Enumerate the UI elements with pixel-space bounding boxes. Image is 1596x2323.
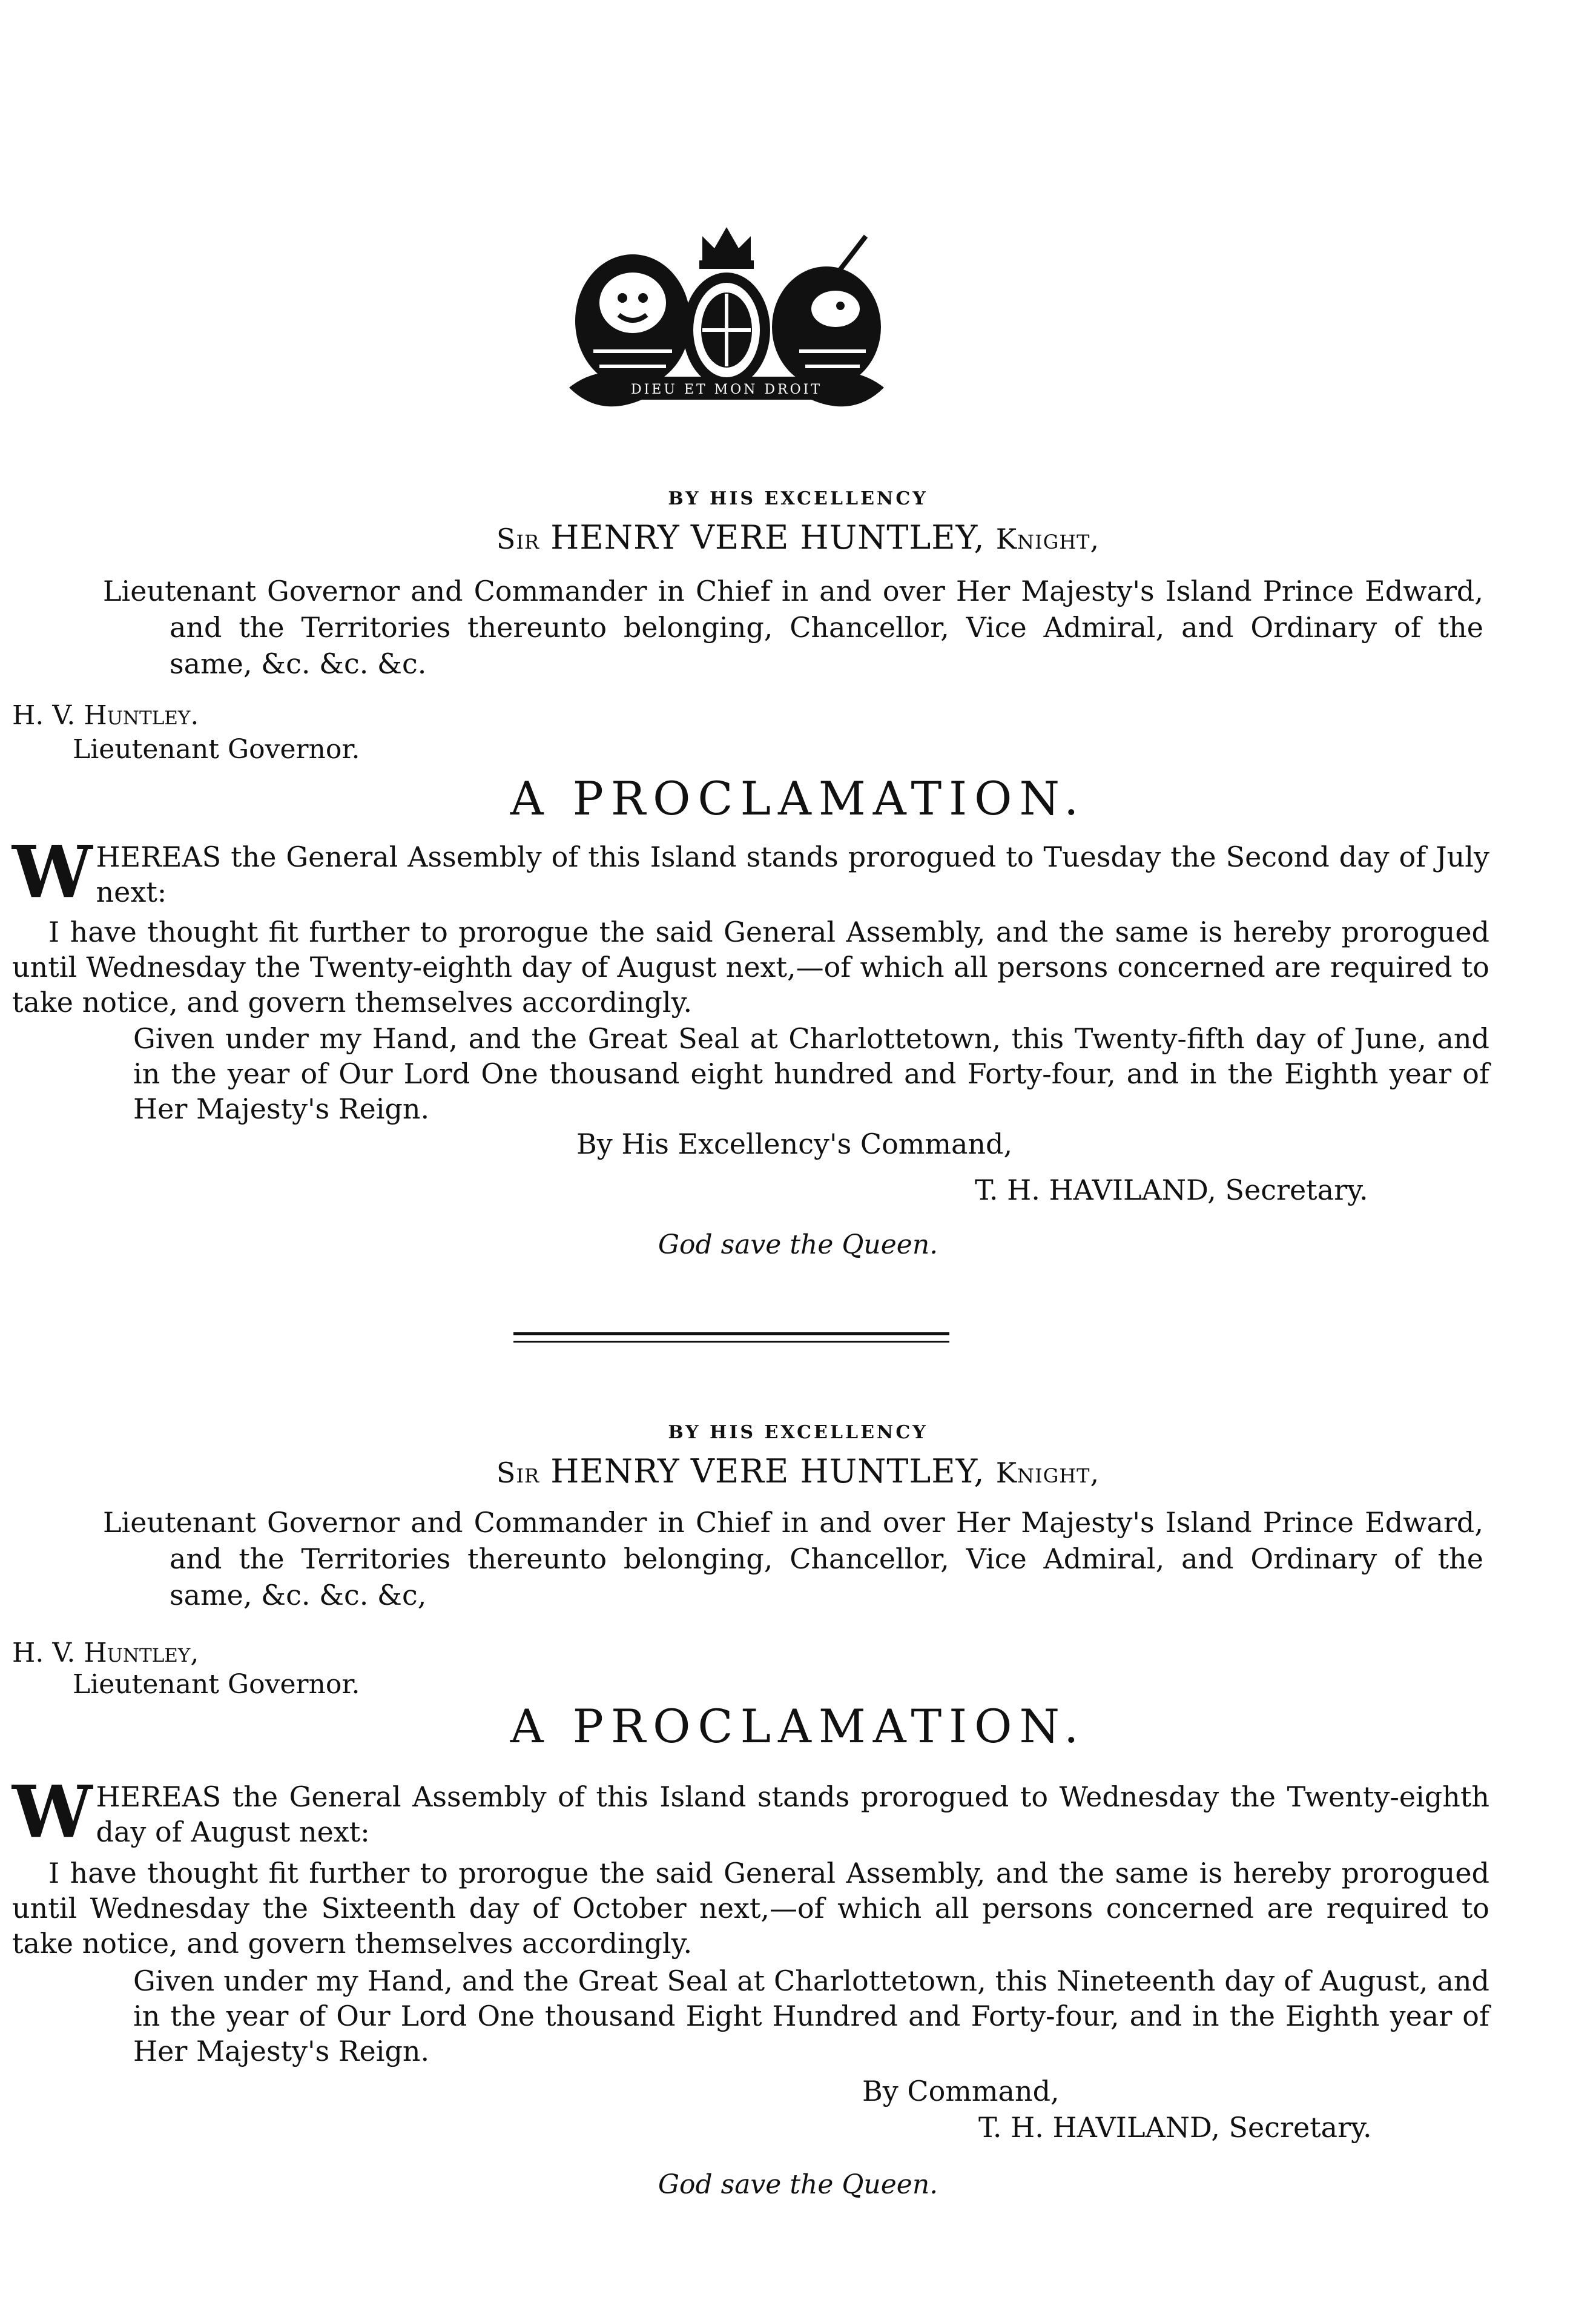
drop-cap: W [12, 830, 93, 914]
whereas-paragraph-1 [12, 830, 1489, 914]
secretary-2: T. H. HAVILAND, Secretary. [978, 2111, 1372, 2144]
name: HENRY VERE HUNTLEY, [550, 1452, 985, 1490]
body-paragraph-1: I have thought fit further to prorogue the said General Assembly, and the same is hereby prorogued until Wednesday the Twenty-eighth day of August next,—of which all persons concerned are required to take notice, and govern themselves accordingly. [12, 916, 1489, 1019]
command-line-1: By His Excellency's Command, [576, 1128, 1013, 1160]
sir-prefix: Sir [496, 523, 540, 555]
secretary-1: T. H. HAVILAND, Secretary. [975, 1174, 1368, 1206]
svg-text:DIEU ET MON DROIT: DIEU ET MON DROIT [630, 382, 823, 397]
signer-2: H. V. Huntley, [12, 1637, 199, 1668]
signer-1: H. V. Huntley. [12, 700, 199, 731]
signer-role-2: Lieutenant Governor. [73, 1669, 360, 1700]
governor-titles-1: Lieutenant Governor and Commander in Chief in and over Her Majesty's Island Prince Edward, and the Territories thereunto belonging, Chancellor, Vice Admiral, and Ordinary of the same, &c. &c. &c. [103, 575, 1483, 680]
governor-titles-2: Lieutenant Governor and Commander in Chief in and over Her Majesty's Island Prince Edward, and the Territories thereunto belonging, Chancellor, Vice Admiral, and Ordinary of the same, &c. &c. &c, [103, 1506, 1483, 1611]
knight: Knight, [995, 523, 1100, 555]
knight: Knight, [995, 1456, 1100, 1489]
god-save-queen-2: God save the Queen. [658, 2169, 938, 2200]
sir-prefix: Sir [496, 1456, 540, 1489]
proclamation-heading-1: A PROCLAMATION. [510, 772, 1086, 825]
whereas-paragraph-2 [12, 1770, 1489, 1854]
given-paragraph-1: Given under my Hand, and the Great Seal at Charlottetown, this Twenty-fifth day of June, and in the year of Our Lord One thousand eight hundred and Forty-four, and in the Eighth year of Her Majesty's Reign. [133, 1022, 1489, 1125]
command-line-2: By Command, [862, 2075, 1060, 2107]
governor-name-2 [0, 1452, 1596, 1490]
coat-of-arms-seal [551, 218, 902, 436]
body-paragraph-2: I have thought fit further to prorogue the said General Assembly, and the same is hereby prorogued until Wednesday the Sixteenth day of October next,—of which all persons concerned are required to take notice, and govern themselves accordingly. [12, 1857, 1489, 1960]
by-his-excellency-2: BY HIS EXCELLENCY [668, 1422, 928, 1443]
whereas-text: HEREAS the General Assembly of this Island stands prorogued to Tuesday the Second day of July next: [96, 841, 1489, 908]
section-divider [513, 1332, 949, 1335]
given-paragraph-2: Given under my Hand, and the Great Seal at Charlottetown, this Nineteenth day of August, and in the year of Our Lord One thousand Eight Hundred and Forty-four, and in the Eighth year of Her Majesty's Reign. [133, 1964, 1489, 2067]
section-divider-thin [513, 1341, 949, 1343]
whereas-text: HEREAS the General Assembly of this Island stands prorogued to Wednesday the Twenty-eighth day of August next: [96, 1780, 1489, 1848]
god-save-queen-1: God save the Queen. [658, 1229, 938, 1260]
governor-name-1 [0, 518, 1596, 557]
name: HENRY VERE HUNTLEY, [550, 518, 985, 557]
proclamation-heading-2: A PROCLAMATION. [510, 1699, 1086, 1753]
drop-cap: W [12, 1770, 93, 1854]
by-his-excellency-1: BY HIS EXCELLENCY [668, 488, 928, 509]
signer-role-1: Lieutenant Governor. [73, 734, 360, 765]
